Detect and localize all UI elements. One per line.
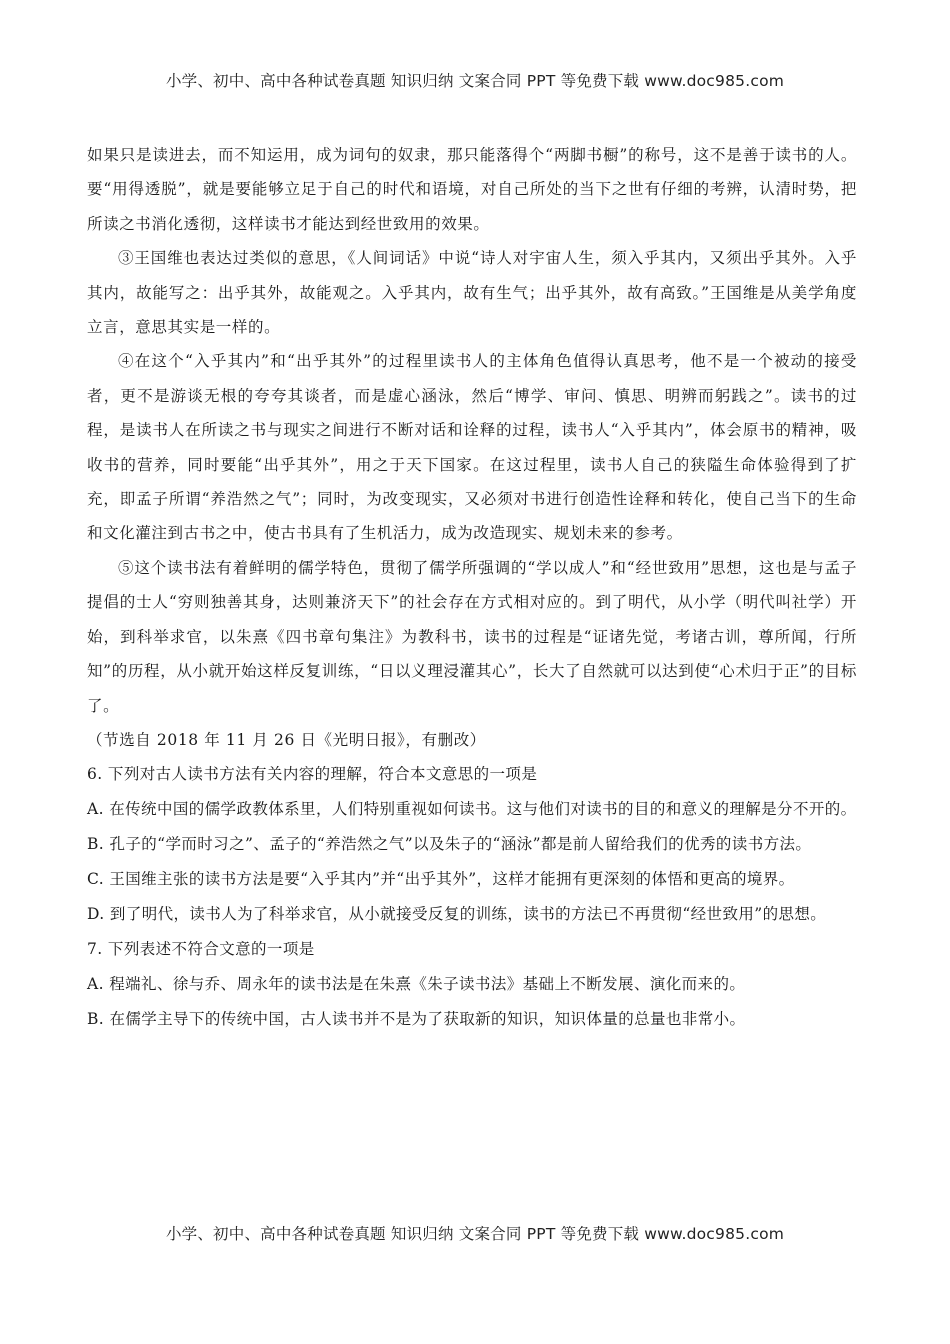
page-footer: 小学、初中、高中各种试卷真题 知识归纳 文案合同 PPT 等免费下载 www.doc985.com: [165, 1225, 785, 1243]
essay-paragraph-continuation: 如果只是读进去，而不知运用，成为词句的奴隶，那只能落得个“两脚书橱”的称号，这不是善于读书的人。要“用得透脱”，就是要能够立足于自己的时代和语境，对自己所处的当下之世有仔细的考辨，认清时势，把所读之书消化透彻，这样读书才能达到经世致用的效果。: [87, 146, 857, 233]
essay-paragraph-4: ④在这个“入乎其内”和“出乎其外”的过程里读书人的主体角色值得认真思考，他不是一个被动的接受者，更不是游谈无根的夸夸其谈者，而是虚心涵泳，然后“博学、审问、慎思、明辨而躬践之”。读书的过程，是读书人在所读之书与现实之间进行不断对话和诠释的过程，读书人“入乎其内”，体会原书的精神，吸收书的营养，同时要能“出乎其外”，用之于天下国家。在这过程里，读书人自己的狭隘生命体验得到了扩充，即孟子所谓“养浩然之气”；同时，为改变现实，又必须对书进行创造性诠释和转化，使自己当下的生命和文化灌注到古书之中，使古书具有了生机活力，成为改造现实、规划未来的参考。: [87, 352, 857, 543]
question-7-stem: 7. 下列表述不符合文意的一项是: [87, 940, 315, 959]
document-body: [87, 138, 857, 1037]
essay-paragraph-5: ⑤这个读书法有着鲜明的儒学特色，贯彻了儒学所强调的“学以成人”和“经世致用”思想，这也是与孟子提倡的士人“穷则独善其身，达则兼济天下”的社会存在方式相对应的。到了明代，从小学（明代叫社学）开始，到科举求官，以朱熹《四书章句集注》为教科书，读书的过程是“证诸先觉，考诸古训，尊所闻，行所知”的历程，从小就开始这样反复训练，“日以义理浸灌其心”，长大了自然就可以达到使“心术归于正”的目标了。: [87, 558, 857, 715]
source-citation: （节选自 2018 年 11 月 26 日《光明日报》，有删改）: [87, 730, 486, 749]
question-7: [87, 932, 857, 1037]
question-6-option-a: A. 在传统中国的儒学政教体系里，人们特别重视如何读书。这与他们对读书的目的和意义的理解是分不开的。: [87, 800, 857, 819]
question-6-option-b: B. 孔子的“学而时习之”、孟子的“养浩然之气”以及朱子的“涵泳”都是前人留给我们的优秀的读书方法。: [87, 835, 812, 854]
question-6-stem: 6. 下列对古人读书方法有关内容的理解，符合本文意思的一项是: [87, 765, 538, 784]
question-7-option-b: B. 在儒学主导下的传统中国，古人读书并不是为了获取新的知识，知识体量的总量也非常小。: [87, 1010, 746, 1029]
question-6-option-d: D. 到了明代，读书人为了科举求官，从小就接受反复的训练，读书的方法已不再贯彻“经世致用”的思想。: [87, 905, 827, 924]
question-6-option-c: C. 王国维主张的读书方法是要“入乎其内”并“出乎其外”，这样才能拥有更深刻的体悟和更高的境界。: [87, 870, 795, 889]
page-header: 小学、初中、高中各种试卷真题 知识归纳 文案合同 PPT 等免费下载 www.doc985.com: [165, 72, 785, 90]
essay-section: [87, 138, 857, 757]
question-7-option-a: A. 程端礼、徐与乔、周永年的读书法是在朱熹《朱子读书法》基础上不断发展、演化而来的。: [87, 975, 746, 994]
question-6: [87, 757, 857, 932]
essay-paragraph-3: ③王国维也表达过类似的意思，《人间词话》中说“诗人对宇宙人生，须入乎其内，又须出乎其外。入乎其内，故能写之：出乎其外，故能观之。入乎其内，故有生气；出乎其外，故有高致。”王国维是从美学角度立言，意思其实是一样的。: [87, 249, 857, 337]
